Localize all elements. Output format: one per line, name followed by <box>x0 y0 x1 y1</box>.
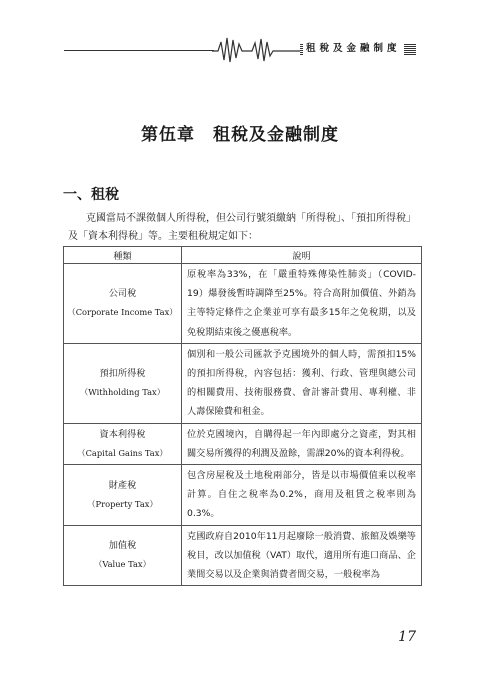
tax-description: 克國政府自2010年11月起廢除一般消費、旅館及娛樂等稅目，改以加值稅（VAT）取代，適用所有進口商品、企業間交易以及企業與消費者間交易，一般稅率為 <box>182 525 422 586</box>
tax-type-cell <box>64 264 182 344</box>
header-wave-ornament <box>212 34 302 64</box>
page-number: 17 <box>398 629 416 645</box>
chapter-title: 第伍章 租稅及金融制度 <box>141 125 339 145</box>
header-type: 種類 <box>64 247 182 264</box>
tax-name-en: （Corporate Income Tax） <box>67 307 178 318</box>
intro-paragraph: 克國當局不課徵個人所得稅，但公司行號須繳納「所得稅」、「預扣所得稅」及「資本利得稅」等。主要租稅規定如下： <box>68 213 416 242</box>
tax-description: 位於克國境內，自購得起一年內即處分之資產，對其相關交易所獲得的利潤及盈餘，需課20%的資本利得稅。 <box>182 423 422 464</box>
tax-table <box>63 246 422 586</box>
tax-name-en: （Withholding Tax） <box>79 387 166 398</box>
table-row <box>64 264 422 344</box>
tax-type-cell <box>64 525 182 586</box>
tax-name-zh: 財產稅 <box>108 479 137 491</box>
table-header-row <box>64 247 422 264</box>
tax-name-zh: 公司稅 <box>108 288 137 300</box>
section-heading: 一、租稅 <box>63 187 119 203</box>
tax-description: 包含房屋稅及土地稅兩部分，皆是以市場價值乘以稅率計算。自住之稅率為0.2%，商用及租賃之稅率則為0.3%。 <box>182 465 422 526</box>
tax-name-zh: 預扣所得稅 <box>99 368 146 380</box>
tax-type-cell <box>64 343 182 423</box>
header-label: 租稅及金融制度 <box>303 42 404 55</box>
tax-type-cell <box>64 465 182 526</box>
header-rule <box>64 50 214 51</box>
tax-name-en: （Value Tax） <box>94 559 151 570</box>
tax-name-zh: 資本利得稅 <box>99 428 146 440</box>
table-row <box>64 343 422 423</box>
tax-name-zh: 加值稅 <box>108 540 137 552</box>
tax-description: 原稅率為33%，在「嚴重特殊傳染性肺炎」（COVID-19）爆發後暫時調降至25%。符合高附加價值、外銷為主等特定條件之企業並可享有最多15年之免稅期，以及免稅期結束後之優惠稅率。 <box>182 264 422 344</box>
table-row <box>64 423 422 464</box>
table-row <box>64 525 422 586</box>
tax-description: 個別和一般公司匯款予克國境外的個人時，需預扣15%的預扣所得稅，內容包括：獲利、行政、管理與總公司的相關費用、技術服務費、會計審計費用、專利權、非人壽保險費和租金。 <box>182 343 422 423</box>
tax-name-en: （Property Tax） <box>87 498 158 509</box>
tax-name-en: （Capital Gains Tax） <box>77 447 168 458</box>
header-description: 說明 <box>182 247 422 264</box>
table-row <box>64 465 422 526</box>
tax-type-cell <box>64 423 182 464</box>
